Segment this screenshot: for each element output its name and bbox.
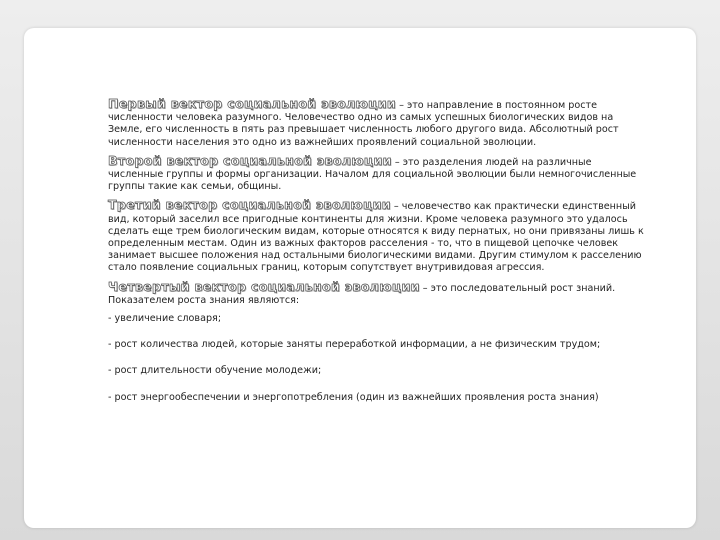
section-heading: Первый вектор социальной эволюции (108, 96, 397, 111)
section-heading: Второй вектор социальной эволюции (108, 152, 392, 168)
list-item: - рост длительности обучение молодежи; (108, 365, 322, 377)
section-text: – это разделения людей на различные численные группы и формы организации. Началом для социальной эволюции были немногочисленные группы такие как семьи, общины. (108, 156, 637, 193)
section-heading: Четвертый вектор социальной эволюции (108, 278, 420, 294)
section-text: – это последовательный рост знаний. Показателем роста знания являются: (108, 282, 616, 306)
slide-content (108, 98, 648, 418)
section-vector-2 (108, 152, 648, 194)
section-text: – это направление в постоянном росте численности человека разумного. Человечество одно из самых успешных биологических видов на Земле, его численность в пять раз превышает численность любого другого вида. Абсолютный рост численности населения это одно из важнейших проявлений социальной эволюции. (108, 100, 619, 148)
section-heading: Третий вектор социальной эволюции (108, 197, 391, 213)
slide (24, 28, 696, 528)
section-vector-3 (108, 199, 648, 274)
section-vector-4 (108, 278, 648, 307)
section-vector-1 (108, 98, 648, 149)
section-text: – человечество как практически единственный вид, который заселил все пригодные континенты для жизни. Кроме человека разумного это удалось сделать еще трем биологическим видам, которые относятся к виду пернатых, но они привязаны лишь к определенным местам. Один из важных факторов расселения - то, что в пищевой цепочке человек занимает высшее положения над остальными биологическими видами. Другим стимулом к расселению стало появление социальных границ, которым сопутствует внутривидовая агрессия. (108, 201, 644, 274)
list-item: - рост количества людей, которые заняты переработкой информации, а не физическим трудом; (108, 339, 601, 351)
list-item: - рост энергообеспечении и энергопотребления (один из важнейших проявления роста знания) (108, 391, 599, 403)
list-item: - увеличение словаря; (108, 313, 222, 325)
